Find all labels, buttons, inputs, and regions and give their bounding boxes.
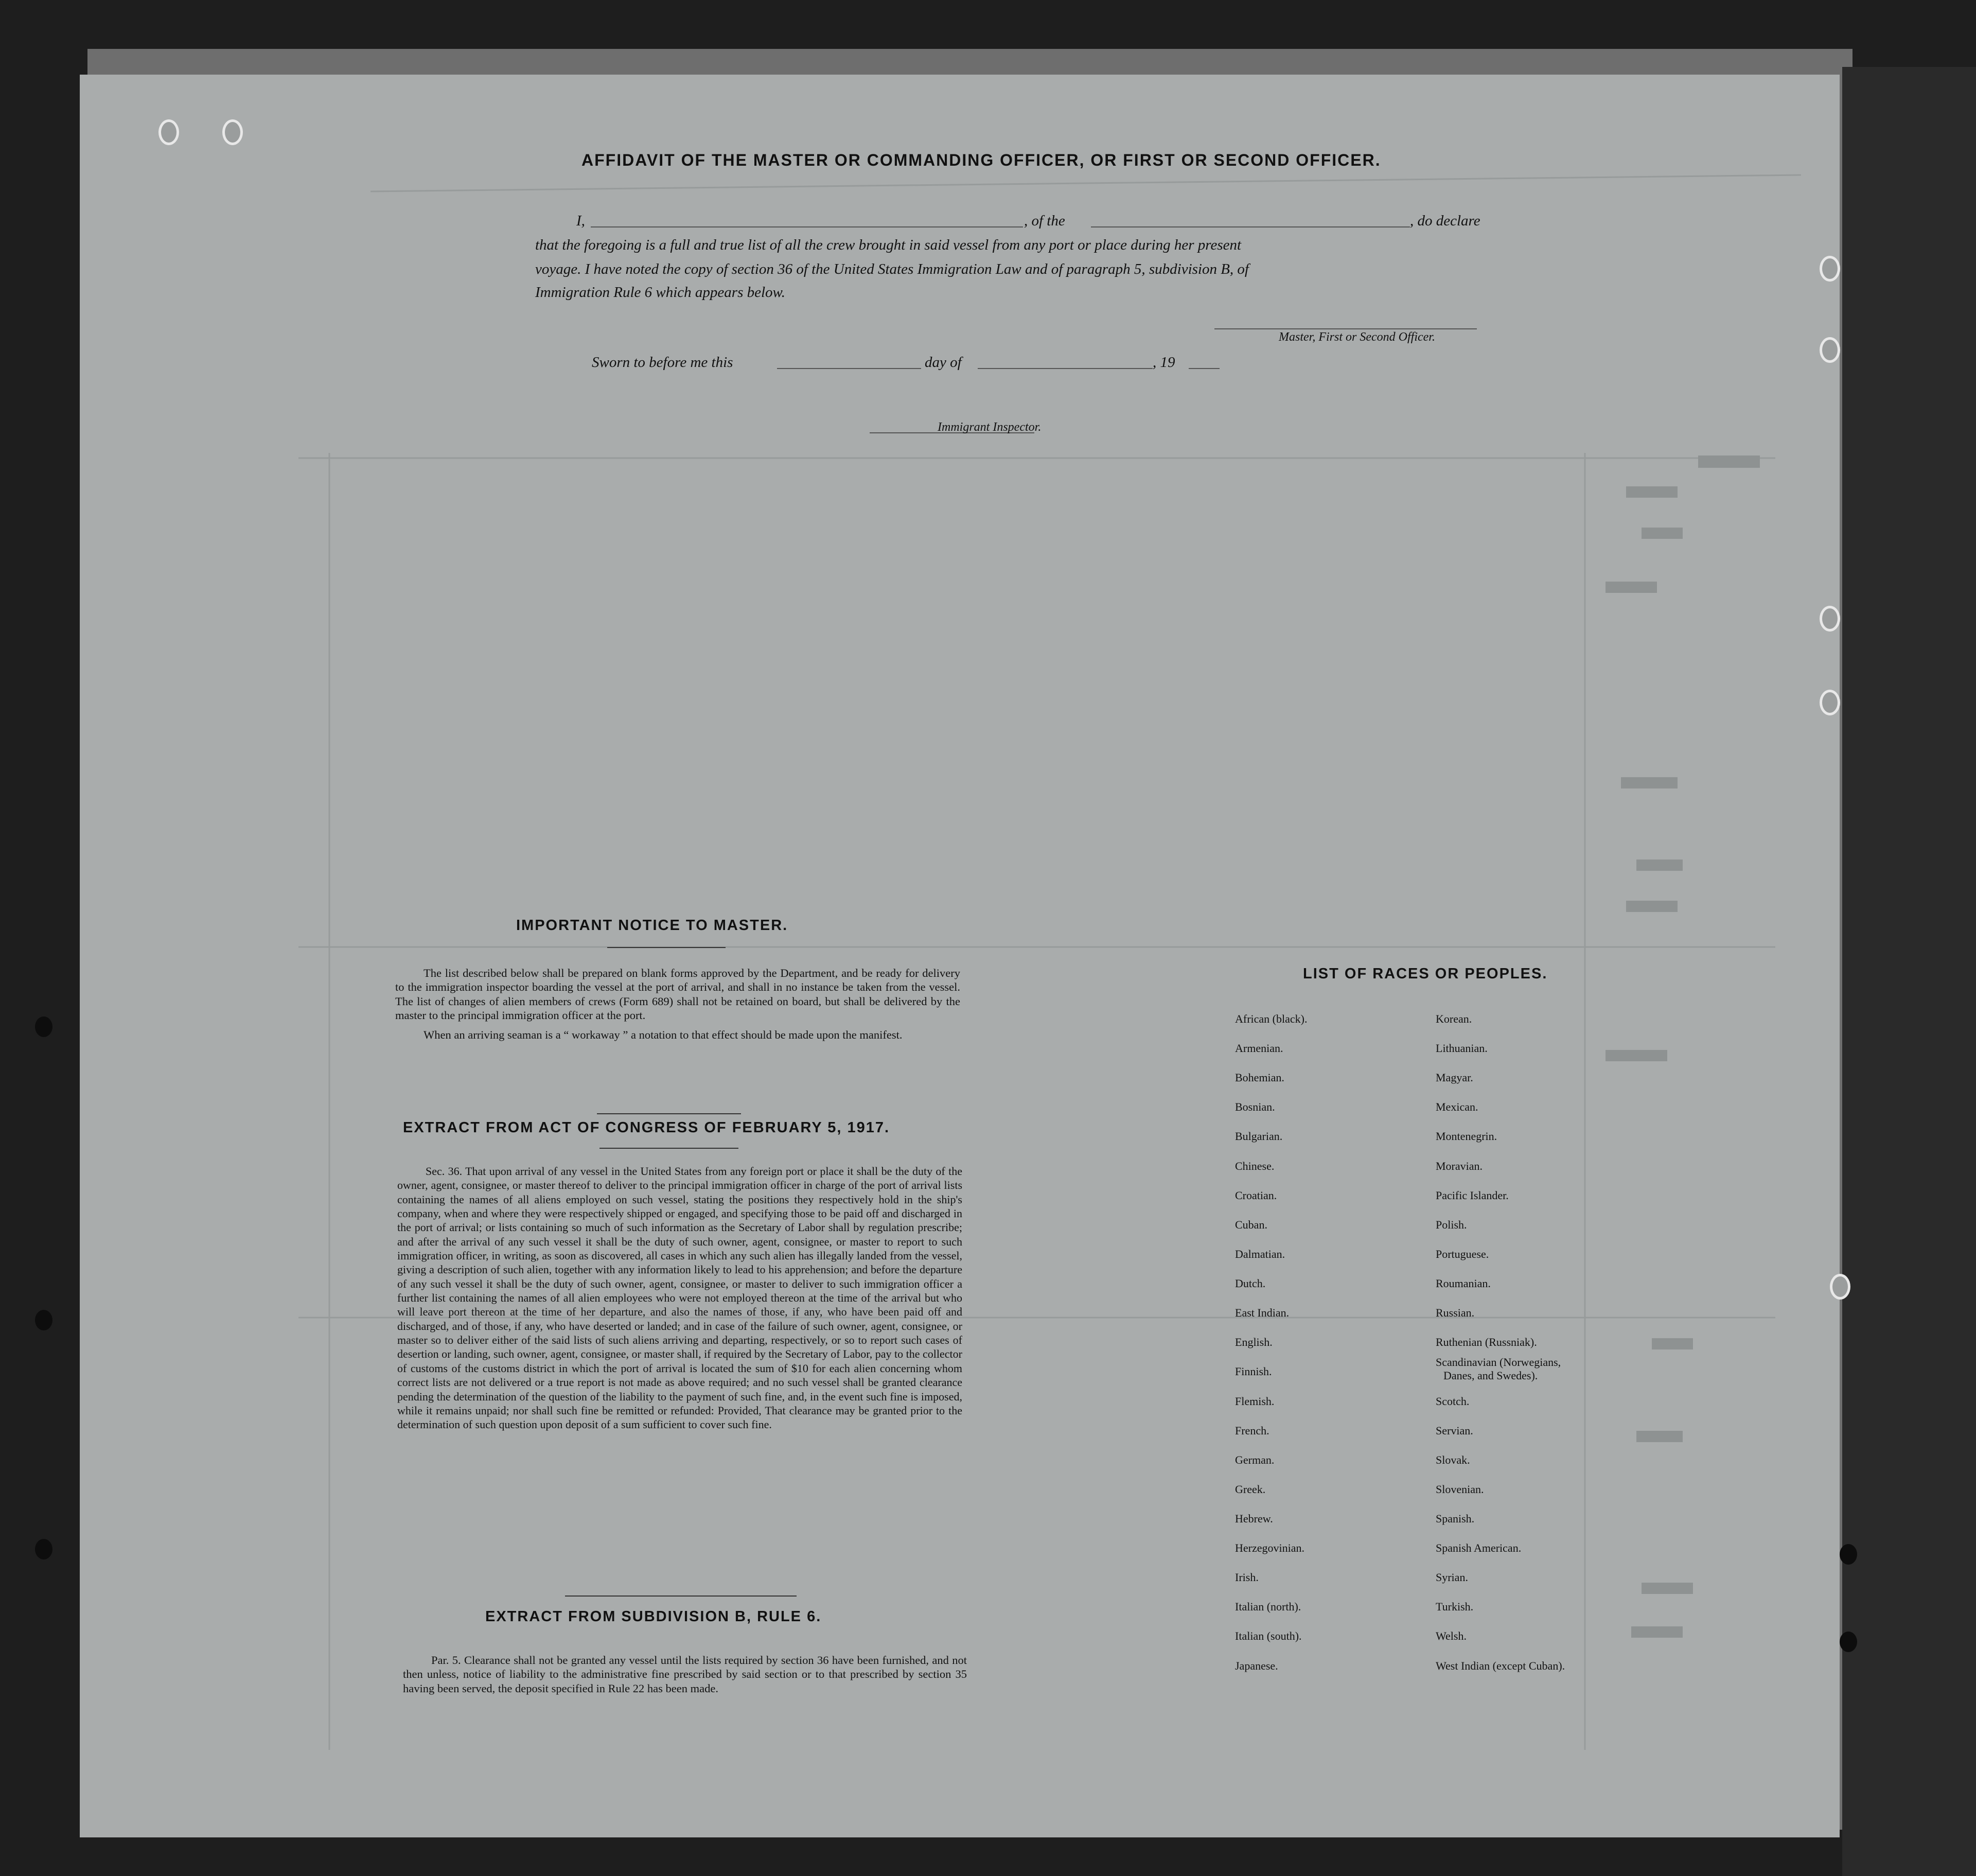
race-item: Bohemian. (1235, 1071, 1284, 1084)
race-item: Finnish. (1235, 1365, 1272, 1378)
race-item: Spanish. (1436, 1512, 1475, 1525)
race-item: German. (1235, 1453, 1275, 1466)
race-item: Bosnian. (1235, 1100, 1275, 1113)
race-item: Hebrew. (1235, 1512, 1273, 1525)
race-item: Russian. (1436, 1306, 1475, 1319)
notice-paragraph-2: When an arriving seaman is a “ workaway ” a notation to that effect should be made upon the manifest. (424, 1028, 903, 1041)
race-item: Spanish American. (1436, 1541, 1522, 1554)
do-declare-label: , do declare (1410, 213, 1480, 229)
affidavit-title: AFFIDAVIT OF THE MASTER OR COMMANDING OFFICER, OR FIRST OR SECOND OFFICER. (581, 151, 1381, 169)
race-item: Scotch. (1436, 1395, 1470, 1408)
affidavit-line-4: Immigration Rule 6 which appears below. (535, 284, 785, 301)
race-item: Slovenian. (1436, 1483, 1484, 1496)
rule-extract-title: EXTRACT FROM SUBDIVISION B, RULE 6. (485, 1608, 822, 1625)
race-item: Dutch. (1235, 1277, 1266, 1290)
sworn-month-field[interactable] (978, 368, 1153, 369)
race-item: Chinese. (1235, 1160, 1275, 1172)
race-item: Irish. (1235, 1571, 1259, 1584)
races-title: LIST OF RACES OR PEOPLES. (1303, 966, 1548, 982)
race-item: Portuguese. (1436, 1248, 1489, 1260)
race-item: Moravian. (1436, 1160, 1483, 1172)
race-item: East Indian. (1235, 1306, 1290, 1319)
notice-title: IMPORTANT NOTICE TO MASTER. (516, 917, 788, 934)
inspector-signature-label: Immigrant Inspector. (938, 420, 1042, 434)
master-signature-field[interactable] (1214, 328, 1477, 329)
race-item: Korean. (1436, 1012, 1472, 1025)
race-item: Bulgarian. (1235, 1130, 1283, 1143)
race-item: Montenegrin. (1436, 1130, 1497, 1143)
race-item: Welsh. (1436, 1629, 1467, 1642)
race-item: Pacific Islander. (1436, 1189, 1509, 1202)
race-item: Lithuanian. (1436, 1042, 1488, 1055)
race-item: Danes, and Swedes). (1443, 1369, 1538, 1382)
race-item: Italian (south). (1235, 1629, 1302, 1642)
affidavit-line-2: that the foregoing is a full and true list of all the crew brought in said vessel from any port or place during her present (535, 237, 1242, 253)
sworn-label: Sworn to before me this (592, 354, 733, 371)
race-item: Polish. (1436, 1218, 1467, 1231)
of-the-label: , of the (1024, 213, 1065, 229)
affidavit-line-3: voyage. I have noted the copy of section 36 of the United States Immigration Law and of paragraph 5, subdivision B, of (535, 261, 1249, 277)
divider (565, 1596, 797, 1597)
race-item: Armenian. (1235, 1042, 1283, 1055)
race-item: Scandinavian (Norwegians, (1436, 1356, 1561, 1369)
race-item: English. (1235, 1336, 1273, 1348)
race-item: West Indian (except Cuban). (1436, 1659, 1565, 1672)
race-item: Roumanian. (1436, 1277, 1491, 1290)
race-item: Turkish. (1436, 1600, 1474, 1613)
sworn-day-field[interactable] (777, 368, 921, 369)
affidavit-i-label: I, (576, 213, 585, 229)
master-signature-label: Master, First or Second Officer. (1279, 330, 1435, 344)
race-item: African (black). (1235, 1012, 1308, 1025)
divider (597, 1113, 741, 1114)
race-item: Herzegovinian. (1235, 1541, 1304, 1554)
year-label: , 19 (1153, 354, 1175, 371)
act-extract-text (397, 1164, 962, 1432)
notice-paragraph-1: The list described below shall be prepared on blank forms approved by the Department, and be ready for delivery to the immigration inspector boarding the vessel at the port of arrival, and shall in no instance be taken from the vessel. The list of changes of alien members of crews (Form 689) shall not be retained on board, but shall be delivered by the master to the principal immigration officer at the port. (395, 967, 960, 1022)
race-item: Japanese. (1235, 1659, 1278, 1672)
section-36-text: Sec. 36. That upon arrival of any vessel in the United States from any foreign port or place it shall be the duty of the owner, agent, consignee, or master thereof to deliver to the principal immigration officer in charge of the port of arrival lists containing the names of all aliens employed on such vessel, stating the positions they respectively hold in the ship's company, when and where they were respectively shipped or engaged, and specifying those to be paid off and discharged in the port of arrival; or lists containing so much of such information as the Secretary of Labor shall by regulation prescribe; and after the arrival of any such vessel it shall be the duty of such owner, agent, consignee, or master to report to such immigration officer, in writing, as soon as discovered, all cases in which any such alien has illegally landed from the vessel, giving a description of such alien, together with any information likely to lead to his apprehension; and before the departure of any such vessel it shall be the duty of such owner, agent, consignee, or master to deliver to such immigration officer a further list containing the names of all alien employees who were not employed thereon at the time of the arrival but who will leave port thereon at the time of her departure, and also the names of those, if any, who have been paid off and discharged, and of those, if any, who have deserted or landed; and in case of the failure of such owner, agent, consignee, or master so to deliver either of the said lists of such aliens arriving and departing, respectively, or so to report such cases of desertion or landing, such owner, agent, consignee, or master shall, if required by the Secretary of Labor, pay to the collector of customs of the customs district in which the port of arrival is located the sum of $10 for each alien concerning whom correct lists are not delivered or a true report is not made as above required; and no such vessel shall be granted clearance pending the determination of the question of the liability to the payment of such fine, and, in the event such fine is imposed, while it remains unpaid; nor shall such fine be remitted or refunded: Provided, That clearance may be granted prior to the determination of such question upon deposit of a sum sufficient to cover such fine. (397, 1165, 962, 1431)
race-item: Croatian. (1235, 1189, 1277, 1202)
rule-extract-text (403, 1653, 967, 1695)
vessel-name-field[interactable] (1091, 226, 1410, 227)
sworn-year-field[interactable] (1189, 368, 1220, 369)
act-extract-title: EXTRACT FROM ACT OF CONGRESS OF FEBRUARY 5, 1917. (403, 1119, 890, 1136)
race-item: Italian (north). (1235, 1600, 1301, 1613)
race-item: Flemish. (1235, 1395, 1275, 1408)
race-item: Mexican. (1436, 1100, 1478, 1113)
notice-text (395, 966, 960, 1042)
day-of-label: day of (925, 354, 962, 371)
race-item: Slovak. (1436, 1453, 1470, 1466)
officer-name-field[interactable] (591, 226, 1023, 227)
race-item: Syrian. (1436, 1571, 1468, 1584)
race-item: Dalmatian. (1235, 1248, 1285, 1260)
divider (599, 1148, 738, 1149)
race-item: Servian. (1436, 1424, 1473, 1437)
divider (607, 947, 726, 948)
paragraph-5-text: Par. 5. Clearance shall not be granted any vessel until the lists required by section 36 have been furnished, and not then unless, notice of liability to the administrative fine prescribed by said section or to that prescribed by section 35 having been served, the deposit specified in Rule 22 has been made. (403, 1654, 967, 1695)
race-item: Cuban. (1235, 1218, 1267, 1231)
race-item: Greek. (1235, 1483, 1266, 1496)
race-item: French. (1235, 1424, 1269, 1437)
race-item: Magyar. (1436, 1071, 1473, 1084)
race-item: Ruthenian (Russniak). (1436, 1336, 1537, 1348)
